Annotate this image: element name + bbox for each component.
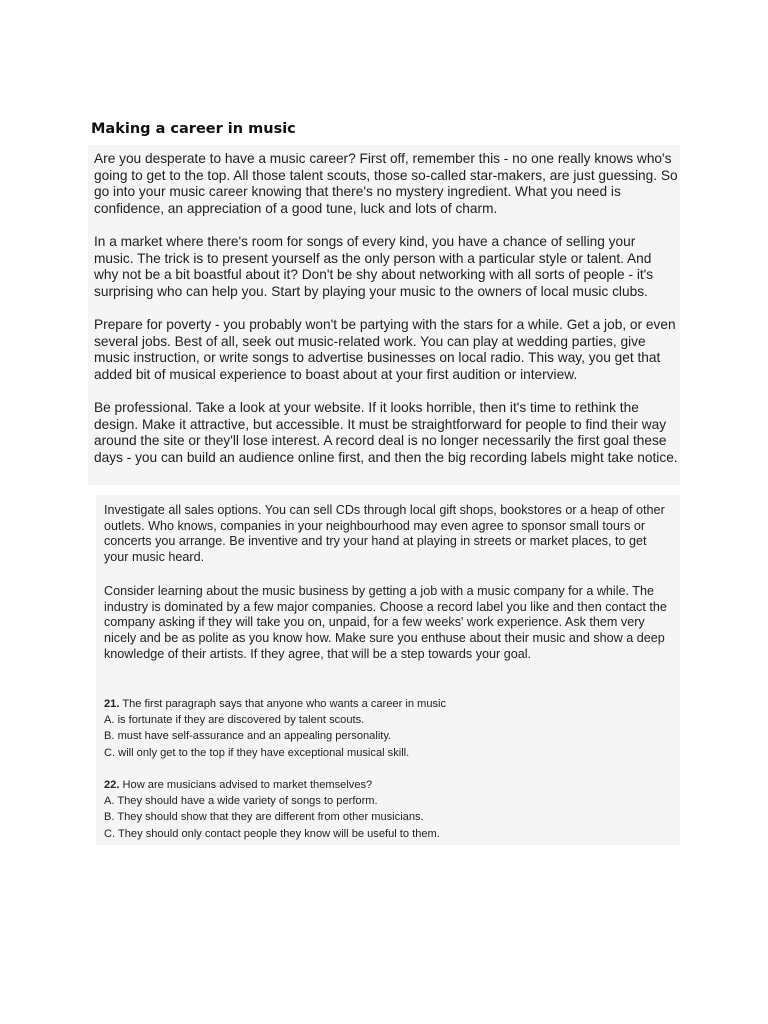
question-stem: The first paragraph says that anyone who wants a career in music [122,698,447,710]
option-b: B. must have self-assurance and an appealing personality. [104,730,392,743]
option-c: C. will only get to the top if they have exceptional musical skill. [104,746,410,759]
paragraph-1: Are you desperate to have a music career? First off, remember this - no one really knows who's going to get to the top. All those talent scouts, those so-called star-makers, are just guessing. So go into your music career knowing that there's no mystery ingredient. What you need is confidence, an appreciation of a good tune, luck and lots of charm. [94,151,678,216]
paragraph-4: Be professional. Take a look at your website. If it looks horrible, then it's time to rethink the design. Make it attractive, but accessible. It must be straightforward for people to find their way around the site or they'll lose interest. A record deal is no longer necessarily the first goal these days - you can build an audience online first, and then the big recording labels might take notice. [94,400,678,465]
question-number: 22. [104,779,120,791]
option-a: A. They should have a wide variety of songs to perform. [104,795,378,808]
question-number: 21. [104,698,120,710]
question-21 [104,696,664,761]
paragraph-2: In a market where there's room for songs of every kind, you have a chance of selling your music. The trick is to present yourself as the only person with a particular style or talent. And why not be a bit boastful about it? Don't be shy about networking with all sorts of people - it's surprising who can help you. Start by playing your music to the owners of local music clubs. [94,234,654,299]
page-title: Making a career in music [91,121,296,137]
passage-image-1 [88,145,680,485]
passage-image-2 [96,495,680,845]
question-22 [104,777,664,842]
paragraph-3: Prepare for poverty - you probably won't be partying with the stars for a while. Get a job, or even several jobs. Best of all, seek out music-related work. You can play at wedding parties, give music instruction, or write songs to advertise businesses on local radio. This way, you get that added bit of musical experience to boast about at your first audition or interview. [94,317,676,382]
option-a: A. is fortunate if they are discovered by talent scouts. [104,714,365,727]
option-b: B. They should show that they are different from other musicians. [104,811,424,824]
paragraph-6: Consider learning about the music business by getting a job with a music company for a while. The industry is dominated by a few major companies. Choose a record label you like and then contact the company asking if they will take you on, unpaid, for a few weeks' work experience. Ask them very nicely and be as polite as you know how. Make sure you enthuse about their music and show a deep knowledge of their artists. If they agree, that will be a step towards your goal. [104,584,667,661]
option-c: C. They should only contact people they know will be useful to them. [104,827,440,840]
paragraph-5: Investigate all sales options. You can sell CDs through local gift shops, bookstores or a heap of other outlets. Who knows, companies in your neighbourhood may even agree to sponsor small tours or concerts you arrange. Be inventive and try your hand at playing in streets or market places, to get your music heard. [104,503,665,565]
question-stem: How are musicians advised to market themselves? [122,779,373,791]
